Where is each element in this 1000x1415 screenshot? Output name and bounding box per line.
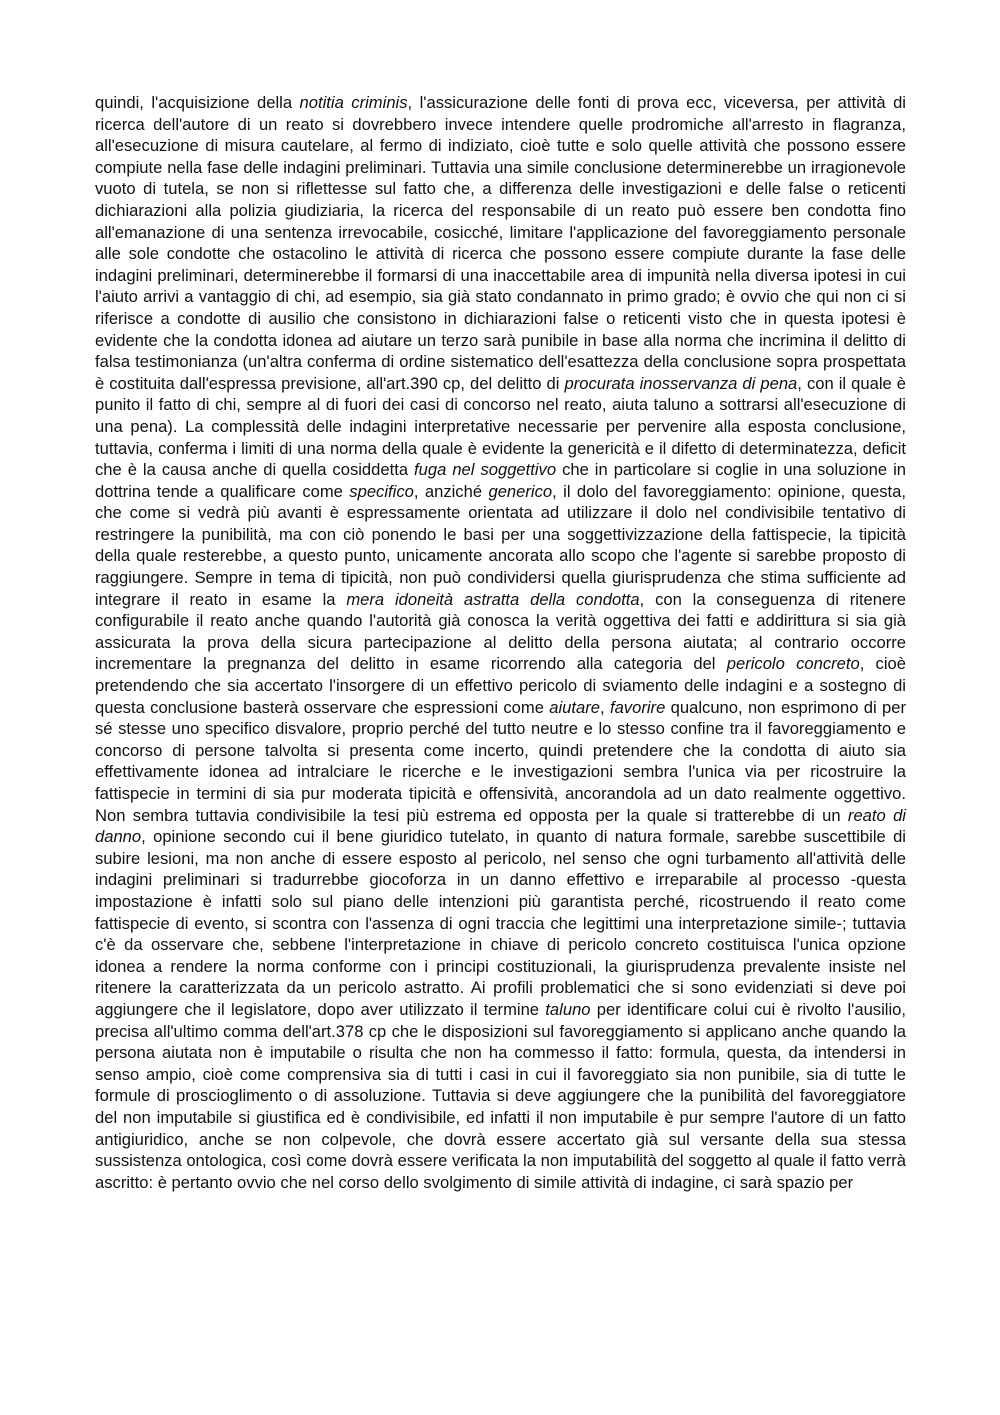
italic-term: taluno <box>545 999 591 1019</box>
italic-term: procurata inosservanza di pena <box>564 373 798 393</box>
paragraph <box>95 92 906 1193</box>
text-run: quindi, l'acquisizione della <box>95 93 300 112</box>
italic-term: pericolo concreto <box>726 654 860 674</box>
italic-term: reato di danno <box>95 805 906 847</box>
text-run: , opinione secondo cui il bene giuridico tutelato, in quanto di natura formale, sarebbe suscettibile di subire lesioni, ma non anche di essere esposto al pericolo, nel senso che ogni turbamento all'attività delle indagini preliminari si tradurrebbe giocoforza in un danno effettivo e irreparabile al processo -questa impostazione è infatti solo sul piano delle intenzioni più garantista perché, ricostruendo il reato come fattispecie di evento, si scontra con l'assenza di ogni traccia che legittimi una interpretazione simile-; tuttavia c'è da osservare che, sebbene l'interpretazione in chiave di pericolo concreto costituisca l'unica opzione idonea a rendere la norma conforme con i principi costituzionali, la giurisprudenza prevalente insiste nel ritenere la caratterizzata da un pericolo astratto. Ai profili problematici che si sono evidenziati si deve poi aggiungere che il legislatore, dopo aver utilizzato il termine <box>95 827 906 1019</box>
text-run: , con il quale è punito il fatto di chi, sempre al di fuori dei casi di concorso nel reato, aiuta taluno a sottrarsi all'esecuzione di una pena). La complessità delle indagini interpretative necessarie per pervenire alla esposta conclusione, tuttavia, conferma i limiti di una norma della quale è evidente la genericità e il difetto di determinatezza, deficit che è la causa anche di quella cosiddetta <box>95 373 906 480</box>
italic-term: mera idoneità astratta della condotta <box>346 589 640 609</box>
text-run: , con la conseguenza di ritenere configurabile il reato anche quando l'autorità già conosca la verità oggettiva dei fatti e addirittura si sia già assicurata la prova della sicura partecipazione al delitto della persona aiutata; al contrario occorre incrementare la pregnanza del delitto in esame ricorrendo alla categoria del <box>95 589 906 674</box>
text-run: , anziché <box>413 481 489 501</box>
text-run: per identificare colui cui è rivolto l'ausilio, precisa all'ultimo comma dell'art.378 cp che le disposizioni sul favoreggiamento si applicano anche quando la persona aiutata non è imputabile o risulta che non ha commesso il fatto: formula, questa, da intendersi in senso ampio, cioè come comprensiva sia di tutti i casi in cui il favoreggiato sia non punibile, sia di tutte le formule di proscioglimento o di assoluzione. Tuttavia si deve aggiungere che la punibilità del favoreggiatore del non imputabile si giustifica ed è condivisibile, ed infatti il non imputabile è pur sempre l'autore di un fatto antigiuridico, anche se non colpevole, che dovrà essere accertato già sul versante della sua stessa sussistenza ontologica, così come dovrà essere verificata la non imputabilità del soggetto al quale il fatto verrà ascritto: è pertanto ovvio che nel corso dello svolgimento di simile attività di indagine, ci sarà spazio per <box>95 999 906 1192</box>
text-run: che in particolare si coglie in una soluzione in dottrina tende a qualificare come <box>95 460 906 501</box>
text-run: qualcuno, non esprimono di per sé stesse uno specifico disvalore, proprio perché del tutto neutre e lo stesso confine tra il favoreggiamento e concorso di persone talvolta si presenta come incerto, quindi pretendere che la condotta di aiuto sia effettivamente idonea ad intralciare le ricerche e le investigazioni sembra l'unica via per ricostruire la fattispecie in termini di sia pur moderata tipicità e offensività, ancorandola ad un dato realmente oggettivo. Non sembra tuttavia condivisibile la tesi più estrema ed opposta per la quale si tratterebbe di un <box>95 697 907 825</box>
text-run: , cioè pretendendo che sia accertato l'insorgere di un effettivo pericolo di sviamento delle indagini e a sostegno di questa conclusione basterà osservare che espressioni come <box>95 654 906 717</box>
text-run: , l'assicurazione delle fonti di prova ecc, viceversa, per attività di ricerca dell'autore di un reato si dovrebbero invece intendere quelle prodromiche all'arresto in flagranza, all'esecuzione di misura cautelare, al fermo di indiziato, cioè tutte e solo quelle attività che possono essere compiute nella fase delle indagini preliminari. Tuttavia una simile conclusione determinerebbe un irragionevole vuoto di tutela, se non si riflettesse sul fatto che, a differenza delle investigazioni e delle false o reticenti dichiarazioni alla polizia giudiziaria, la ricerca del responsabile di un reato può essere ben condotta fino all'emanazione di una sentenza irrevocabile, cosicché, limitare l'applicazione del favoreggiamento personale alle sole condotte che ostacolino le attività di ricerca che possono essere compiute durante la fase delle indagini preliminari, determinerebbe il formarsi di una inaccettabile area di impunità nella diversa ipotesi in cui l'aiuto arrivi a vantaggio di chi, ad esempio, sia già stato condannato in primo grado; è ovvio che qui non ci si riferisce a condotte di ausilio che consistono in dichiarazioni false o reticenti visto che in questa ipotesi è evidente che la condotta idonea ad aiutare un terzo sarà punibile in base alla norma che incrimina il delitto di falsa testimonianza (un'altra conferma di ordine sistematico dell'esattezza della conclusione sopra prospettata è costituita dall'espressa previsione, all'art.390 cp, del delitto di <box>95 93 906 393</box>
italic-term: specifico <box>349 481 414 501</box>
text-run: , <box>600 697 610 717</box>
italic-term: aiutare <box>549 697 601 717</box>
italic-term: fuga nel soggettivo <box>414 460 557 480</box>
body-text <box>95 92 906 1193</box>
italic-term: generico <box>488 481 553 501</box>
italic-term: favorire <box>609 697 666 717</box>
text-run: , il dolo del favoreggiamento: opinione, questa, che come si vedrà più avanti è espressamente orientata ad utilizzare il dolo nel condivisibile tentativo di restringere la punibilità, ma con ciò ponendo le basi per una soggettivizzazione della fattispecie, la tipicità della quale resterebbe, a questo punto, unicamente ancorata allo scopo che l'agente si sarebbe proposto di raggiungere. Sempre in tema di tipicità, non può condividersi quella giurisprudenza che stima sufficiente ad integrare il reato in esame la <box>95 481 907 609</box>
italic-term: notitia criminis <box>299 93 408 112</box>
